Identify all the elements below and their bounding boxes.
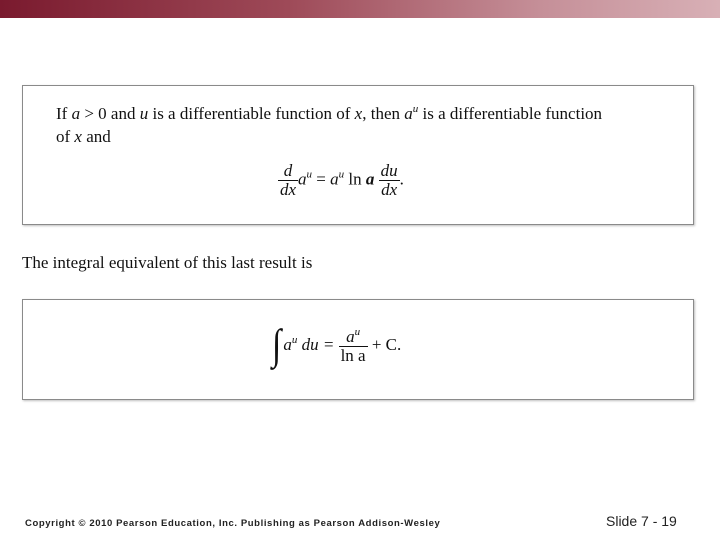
var-x: x xyxy=(354,104,363,123)
text-fragment: is a differentiable function of xyxy=(148,104,355,123)
var-a: a xyxy=(283,334,292,354)
fraction-denominator: dx xyxy=(379,180,400,199)
theorem-line-2 xyxy=(56,127,111,147)
var-a: a xyxy=(298,169,307,189)
du-equals: du = xyxy=(297,334,339,354)
integral-sign: ∫ xyxy=(272,322,282,369)
fraction-denominator: dx xyxy=(280,180,297,199)
text-fragment: is a differentiable function xyxy=(418,104,603,123)
intro-text: The integral equivalent of this last result is xyxy=(22,253,313,272)
slide-number: Slide 7 - 19 xyxy=(606,513,677,529)
copyright-text: Copyright © 2010 Pearson Education, Inc. Publishing as Pearson Addison-Wesley xyxy=(25,518,441,529)
equals-sign: = xyxy=(312,169,331,189)
integral-formula xyxy=(272,322,402,369)
text-fragment: , then xyxy=(362,104,405,123)
var-a: a xyxy=(330,169,339,189)
var-a: a xyxy=(404,104,413,123)
var-x: x xyxy=(74,127,82,146)
text-fragment: > 0 and xyxy=(80,104,140,123)
top-accent-bar xyxy=(0,0,720,18)
fraction-numerator: d xyxy=(283,161,293,180)
exponent-u: u xyxy=(291,333,298,346)
period: . xyxy=(399,169,404,189)
text-fragment: of xyxy=(56,127,75,146)
exponent-u: u xyxy=(338,168,345,181)
var-u: u xyxy=(139,104,149,123)
derivative-formula xyxy=(278,162,404,199)
var-a-bold: a xyxy=(365,169,375,189)
result-fraction xyxy=(339,325,368,365)
text-fragment: If xyxy=(56,104,72,123)
fraction-numerator: du xyxy=(380,161,398,180)
du-dx-fraction xyxy=(379,162,400,199)
ln-operator: ln xyxy=(344,169,366,189)
fraction-denominator: ln a xyxy=(340,345,366,365)
var-a: a xyxy=(346,326,355,346)
theorem-line-1 xyxy=(56,104,602,124)
fraction-numerator xyxy=(339,325,368,346)
exponent-u: u xyxy=(412,103,419,115)
plus-constant: + C. xyxy=(367,334,402,354)
d-dx-fraction xyxy=(278,162,298,199)
var-a: a xyxy=(71,104,81,123)
text-fragment: and xyxy=(81,127,111,146)
exponent-u: u xyxy=(306,168,313,181)
exponent-u: u xyxy=(354,325,361,338)
